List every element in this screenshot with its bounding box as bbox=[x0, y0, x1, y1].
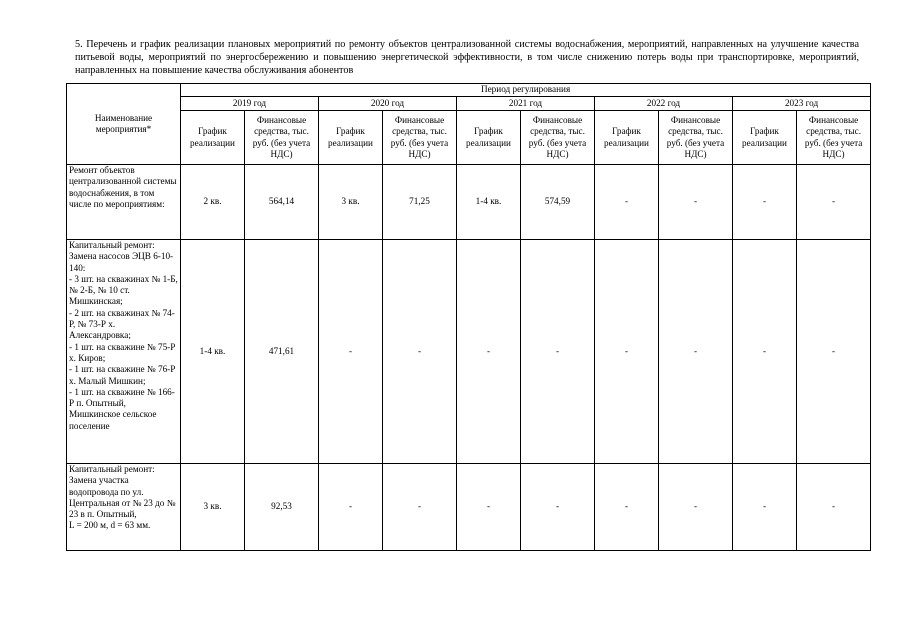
table-cell: - bbox=[733, 165, 797, 240]
schedule-header: График реализации bbox=[595, 111, 659, 165]
year-header: 2020 год bbox=[319, 97, 457, 111]
funds-header: Финансовые средства, тыс. руб. (без учета НДС) bbox=[383, 111, 457, 165]
schedule-header: График реализации bbox=[733, 111, 797, 165]
table-cell: - bbox=[797, 464, 871, 551]
table-row bbox=[67, 464, 871, 551]
schedule-header: График реализации bbox=[457, 111, 521, 165]
table-cell: - bbox=[457, 240, 521, 464]
table-cell: - bbox=[797, 165, 871, 240]
table-cell: 3 кв. bbox=[319, 165, 383, 240]
table-cell: - bbox=[659, 464, 733, 551]
measure-name: Ремонт объектов централизованной системы водоснабжения, в том числе по мероприятиям: bbox=[67, 165, 181, 240]
year-header: 2022 год bbox=[595, 97, 733, 111]
header-row-period bbox=[67, 84, 871, 97]
measure-name: Капитальный ремонт: Замена участка водопровода по ул. Центральная от № 23 до № 23 в п. Опытный, L = 200 м, d = 63 мм. bbox=[67, 464, 181, 551]
table-cell: - bbox=[659, 240, 733, 464]
table-cell: - bbox=[383, 464, 457, 551]
table-cell: - bbox=[595, 464, 659, 551]
table-cell: - bbox=[521, 240, 595, 464]
table-cell: - bbox=[383, 240, 457, 464]
header-row-subheaders bbox=[67, 111, 871, 165]
table-cell: - bbox=[733, 464, 797, 551]
table-cell: 71,25 bbox=[383, 165, 457, 240]
year-header: 2021 год bbox=[457, 97, 595, 111]
table-cell: - bbox=[595, 240, 659, 464]
funds-header: Финансовые средства, тыс. руб. (без учета НДС) bbox=[245, 111, 319, 165]
table-cell: 2 кв. bbox=[181, 165, 245, 240]
header-row-years bbox=[67, 97, 871, 111]
schedule-header: График реализации bbox=[181, 111, 245, 165]
table-cell: - bbox=[595, 165, 659, 240]
table-cell: - bbox=[797, 240, 871, 464]
schedule-table bbox=[66, 83, 871, 551]
table-cell: 3 кв. bbox=[181, 464, 245, 551]
table-cell: 1-4 кв. bbox=[457, 165, 521, 240]
period-header: Период регулирования bbox=[181, 84, 871, 97]
table-cell: - bbox=[659, 165, 733, 240]
table-row bbox=[67, 165, 871, 240]
funds-header: Финансовые средства, тыс. руб. (без учета НДС) bbox=[659, 111, 733, 165]
measure-name: Капитальный ремонт: Замена насосов ЭЦВ 6-10-140: - 3 шт. на скважинах № 1-Б, № 2-Б, № 10 ст. Мишкинская; - 2 шт. на скважинах № 74-Р, № 73-Р х. Александровка; - 1 шт. на скважине № 75-Р х. Киров; - 1 шт. на скважине № 76-Р х. Малый Мишкин; - 1 шт. на скважине № 166-Р п. Опытный, Мишкинское сельское поселение bbox=[67, 240, 181, 464]
schedule-header: График реализации bbox=[319, 111, 383, 165]
name-header: Наименование мероприятия* bbox=[67, 84, 181, 165]
funds-header: Финансовые средства, тыс. руб. (без учета НДС) bbox=[521, 111, 595, 165]
section-heading: 5. Перечень и график реализации плановых мероприятий по ремонту объектов централизованной системы водоснабжения, мероприятий, направленных на улучшение качества питьевой воды, мероприятий по энергосбережению и повышению энергетической эффективности, в том числе снижению потерь воды при транспортировке, мероприятий, направленных на повышение качества обслуживания абонентов bbox=[75, 39, 859, 76]
table-cell: 471,61 bbox=[245, 240, 319, 464]
table-cell: 564,14 bbox=[245, 165, 319, 240]
table-row bbox=[67, 240, 871, 464]
table-cell: - bbox=[319, 464, 383, 551]
table-cell: - bbox=[457, 464, 521, 551]
funds-header: Финансовые средства, тыс. руб. (без учета НДС) bbox=[797, 111, 871, 165]
table-cell: 574,59 bbox=[521, 165, 595, 240]
table-cell: - bbox=[521, 464, 595, 551]
table-cell: 1-4 кв. bbox=[181, 240, 245, 464]
year-header: 2019 год bbox=[181, 97, 319, 111]
table-cell: 92,53 bbox=[245, 464, 319, 551]
table-cell: - bbox=[733, 240, 797, 464]
table-cell: - bbox=[319, 240, 383, 464]
year-header: 2023 год bbox=[733, 97, 871, 111]
